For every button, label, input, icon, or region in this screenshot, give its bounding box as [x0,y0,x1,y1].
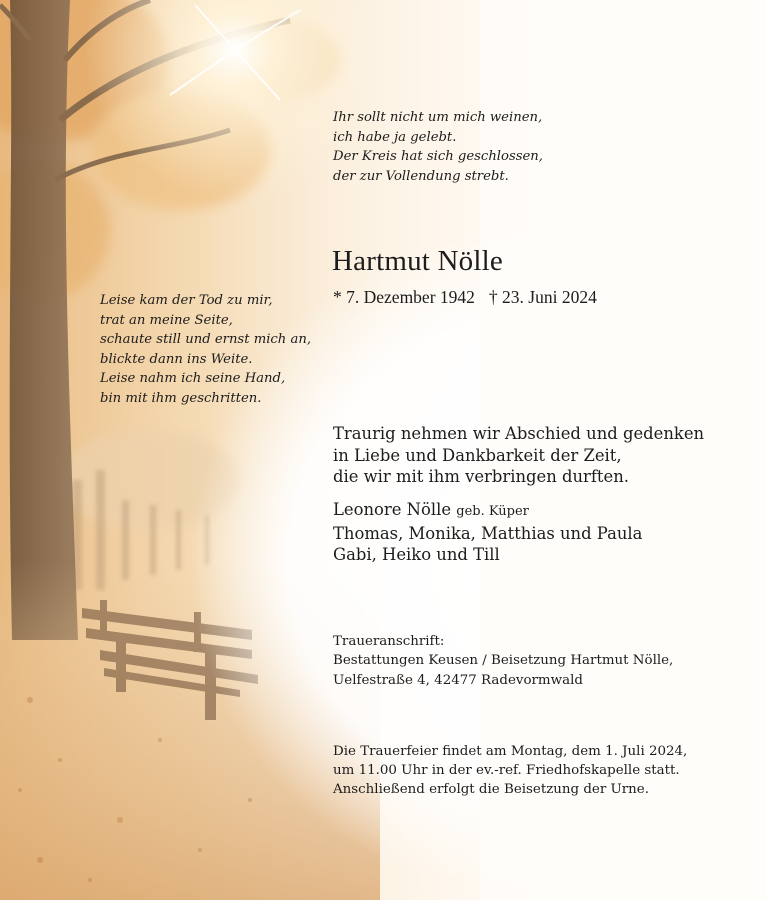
address-line: Bestattungen Keusen / Beisetzung Hartmut Nölle, [333,653,674,669]
farewell-line: Traurig nehmen wir Abschied und gedenken [333,424,705,443]
funeral-line: Die Trauerfeier findet am Montag, dem 1. Juli 2024, [333,744,688,759]
birth-date: * 7. Dezember 1942 [333,287,475,307]
farewell-message [333,423,704,488]
top-poem-line: ich habe ja gelebt. [333,129,457,145]
top-poem [333,108,543,186]
left-poem-line: schaute still und ernst mich an, [100,332,312,347]
funeral-notice [333,743,687,799]
death-date: † 23. Juni 2024 [488,287,597,307]
mourner-spouse: Leonore Nölle [333,500,452,519]
left-poem-line: trat an meine Seite, [100,312,233,328]
life-dates [333,287,597,308]
left-poem-line: blickte dann ins Weite. [100,351,253,367]
farewell-line: die wir mit ihm verbringen durften. [333,467,629,486]
mourners-list [333,499,642,566]
maiden-name-note: geb. Küper [456,504,529,519]
address-line: Traueranschrift: [333,634,445,649]
left-poem [100,291,311,408]
top-poem-line: Ihr sollt nicht um mich weinen, [333,110,543,125]
top-poem-line: der zur Vollendung strebt. [333,168,509,184]
farewell-line: in Liebe und Dankbarkeit der Zeit, [333,445,622,465]
left-poem-line: bin mit ihm geschritten. [100,390,262,406]
deceased-name: Hartmut Nölle [332,245,503,277]
mourner-line [333,499,642,523]
address-line: Uelfestraße 4, 42477 Radevormwald [333,672,583,688]
funeral-line: um 11.00 Uhr in der ev.-ref. Friedhofskapelle statt. [333,762,680,778]
mourner-line: Gabi, Heiko und Till [333,545,500,565]
left-poem-line: Leise nahm ich seine Hand, [100,371,286,386]
left-poem-line: Leise kam der Tod zu mir, [100,293,273,308]
top-poem-line: Der Kreis hat sich geschlossen, [333,149,543,164]
mourning-address [333,632,673,690]
funeral-line: Anschließend erfolgt die Beisetzung der Urne. [333,781,649,797]
mourner-line: Thomas, Monika, Matthias und Paula [333,523,643,543]
